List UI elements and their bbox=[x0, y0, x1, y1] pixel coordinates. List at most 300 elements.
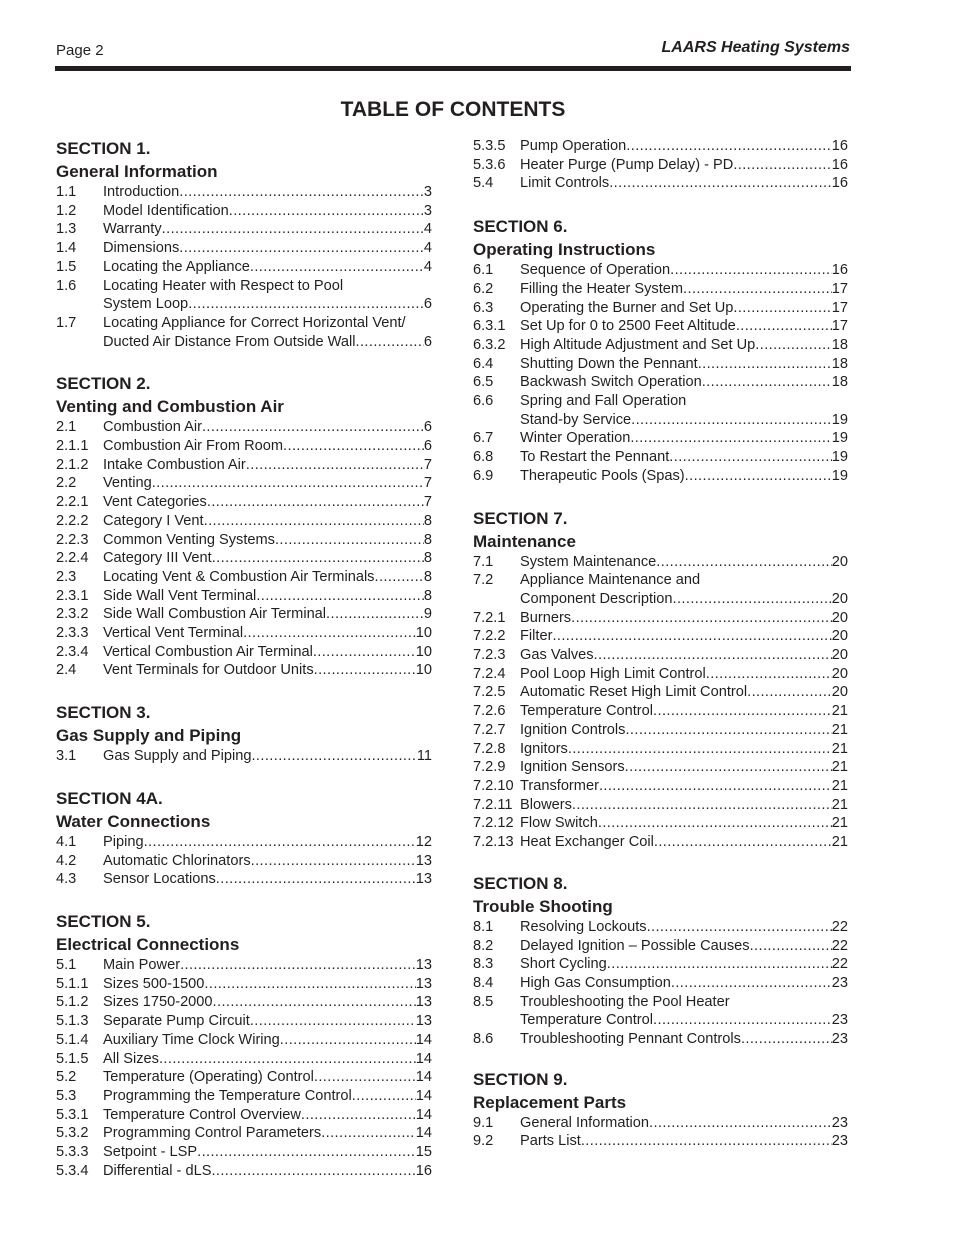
entry-title-line bbox=[103, 239, 432, 258]
entry-number: 4.3 bbox=[56, 871, 77, 888]
entry-title: System Loop bbox=[103, 296, 189, 313]
toc-entry bbox=[56, 531, 432, 550]
entry-page: 3 bbox=[423, 202, 432, 219]
entry-number: 6.9 bbox=[473, 467, 494, 484]
entry-title: Gas Valves bbox=[520, 647, 594, 664]
toc-entry bbox=[473, 156, 848, 175]
entry-page: 17 bbox=[831, 318, 848, 335]
entry-title-line bbox=[520, 758, 848, 777]
entry-page: 6 bbox=[423, 419, 432, 436]
entry-number: 6.2 bbox=[473, 280, 494, 297]
toc-entry bbox=[56, 993, 432, 1012]
entry-body bbox=[520, 137, 848, 156]
toc-section bbox=[56, 137, 432, 351]
entry-title: Common Venting Systems bbox=[103, 531, 275, 548]
entry-title-line bbox=[520, 646, 848, 665]
entry-title-line bbox=[103, 1031, 432, 1050]
entry-body bbox=[520, 1114, 848, 1133]
section-label: SECTION 5. bbox=[56, 911, 151, 931]
entry-title-line bbox=[103, 975, 432, 994]
entry-number: 6.3.2 bbox=[473, 336, 506, 353]
entry-number: 4.2 bbox=[56, 852, 77, 869]
entry-body bbox=[520, 918, 848, 937]
entry-page: 11 bbox=[416, 748, 432, 765]
dot-leader bbox=[683, 280, 832, 299]
section-name: Trouble Shooting bbox=[473, 896, 613, 916]
entry-number: 6.3 bbox=[473, 299, 494, 316]
entry-title-line bbox=[103, 183, 432, 202]
entry-page: 4 bbox=[423, 258, 432, 275]
dot-leader bbox=[250, 258, 424, 277]
entry-body bbox=[520, 665, 848, 684]
dot-leader bbox=[374, 568, 423, 587]
entry-number: 8.6 bbox=[473, 1031, 494, 1048]
entry-number: 7.2 bbox=[473, 572, 494, 589]
entry-page: 14 bbox=[415, 1087, 432, 1104]
entry-page: 20 bbox=[831, 647, 848, 664]
toc-entry bbox=[56, 493, 432, 512]
dot-leader bbox=[625, 758, 832, 777]
dot-leader bbox=[568, 740, 832, 759]
dot-leader bbox=[202, 418, 424, 437]
section-name: Gas Supply and Piping bbox=[56, 726, 242, 746]
toc-entry bbox=[473, 261, 848, 280]
dot-leader bbox=[251, 747, 416, 766]
toc-entry bbox=[473, 740, 848, 759]
entry-body bbox=[103, 852, 432, 871]
entry-page: 18 bbox=[831, 374, 848, 391]
entry-number: 8.4 bbox=[473, 974, 494, 991]
toc-entry bbox=[473, 646, 848, 665]
toc-entry bbox=[473, 702, 848, 721]
dot-leader bbox=[314, 661, 416, 680]
entry-title: Shutting Down the Pennant bbox=[520, 355, 698, 372]
entry-title-line bbox=[520, 918, 848, 937]
entry-title-line bbox=[103, 605, 432, 624]
entry-body bbox=[103, 1124, 432, 1143]
dot-leader bbox=[607, 955, 832, 974]
entry-title-line bbox=[103, 1087, 432, 1106]
toc-entry bbox=[473, 993, 848, 1030]
entry-body bbox=[103, 568, 432, 587]
dot-leader bbox=[598, 814, 832, 833]
toc-entry bbox=[56, 1087, 432, 1106]
toc-entry bbox=[56, 833, 432, 852]
entry-page: 4 bbox=[423, 240, 432, 257]
entry-body bbox=[103, 183, 432, 202]
entry-page: 10 bbox=[415, 643, 432, 660]
dot-leader bbox=[741, 1030, 832, 1049]
entry-title-line bbox=[103, 956, 432, 975]
entry-title: Therapeutic Pools (Spas) bbox=[520, 467, 685, 484]
entry-title-line bbox=[520, 833, 848, 852]
entry-number: 7.2.13 bbox=[473, 834, 514, 851]
entry-number: 7.2.9 bbox=[473, 759, 506, 776]
dot-leader bbox=[301, 1106, 416, 1125]
entry-body bbox=[103, 975, 432, 994]
toc-section bbox=[473, 1068, 848, 1151]
entry-number: 2.2 bbox=[56, 475, 77, 492]
entry-page: 14 bbox=[415, 1106, 432, 1123]
entry-title: Ignitors bbox=[520, 740, 568, 757]
dot-leader bbox=[669, 448, 831, 467]
dot-leader bbox=[197, 1143, 416, 1162]
entry-number: 7.2.10 bbox=[473, 777, 514, 794]
entry-body bbox=[103, 258, 432, 277]
entry-title: Combustion Air bbox=[103, 419, 202, 436]
entry-body bbox=[103, 1087, 432, 1106]
entry-body bbox=[520, 280, 848, 299]
entry-title-line bbox=[103, 295, 432, 314]
entry-page: 17 bbox=[831, 299, 848, 316]
toc-entry bbox=[56, 587, 432, 606]
dot-leader bbox=[653, 702, 832, 721]
dot-leader bbox=[702, 373, 832, 392]
entry-page: 21 bbox=[831, 721, 848, 738]
entry-body bbox=[520, 609, 848, 628]
entry-page: 21 bbox=[831, 759, 848, 776]
entry-title: High Altitude Adjustment and Set Up bbox=[520, 336, 756, 353]
entry-number: 1.6 bbox=[56, 277, 77, 294]
entry-title: Pool Loop High Limit Control bbox=[520, 665, 706, 682]
entry-title: Vent Terminals for Outdoor Units bbox=[103, 662, 314, 679]
entry-page: 23 bbox=[831, 1031, 848, 1048]
entry-body bbox=[103, 1068, 432, 1087]
entry-page: 15 bbox=[415, 1144, 432, 1161]
entry-title: Component Description bbox=[520, 590, 673, 607]
entry-title-line bbox=[103, 474, 432, 493]
toc-entry bbox=[56, 437, 432, 456]
entry-title-line bbox=[103, 1068, 432, 1087]
entry-body bbox=[520, 299, 848, 318]
entry-title: Category I Vent bbox=[103, 512, 204, 529]
entry-title: Parts List bbox=[520, 1133, 581, 1150]
section-name: Maintenance bbox=[473, 531, 576, 551]
toc-entry bbox=[56, 643, 432, 662]
entry-number: 6.6 bbox=[473, 393, 494, 410]
entry-body bbox=[520, 553, 848, 572]
entry-title: Warranty bbox=[103, 221, 162, 238]
toc-entry bbox=[56, 624, 432, 643]
entry-number: 6.5 bbox=[473, 374, 494, 391]
entry-page: 14 bbox=[415, 1125, 432, 1142]
entry-number: 1.4 bbox=[56, 240, 77, 257]
toc-entry bbox=[56, 418, 432, 437]
dot-leader bbox=[599, 777, 832, 796]
entry-body bbox=[520, 646, 848, 665]
toc-entry bbox=[56, 1124, 432, 1143]
entry-title: Operating the Burner and Set Up bbox=[520, 299, 734, 316]
entry-title: Filling the Heater System bbox=[520, 280, 684, 297]
entry-title-line bbox=[520, 429, 848, 448]
entry-number: 2.2.2 bbox=[56, 512, 89, 529]
dot-leader bbox=[750, 937, 832, 956]
entry-number: 7.2.5 bbox=[473, 684, 506, 701]
entry-body bbox=[103, 605, 432, 624]
toc-entry bbox=[473, 336, 848, 355]
entry-page: 16 bbox=[831, 175, 848, 192]
entry-title-line bbox=[103, 993, 432, 1012]
toc-entry bbox=[56, 474, 432, 493]
entry-body bbox=[103, 747, 432, 766]
toc-entry bbox=[56, 1050, 432, 1069]
entry-number: 1.7 bbox=[56, 314, 77, 331]
entry-title: Vent Categories bbox=[103, 494, 207, 511]
entry-title-line bbox=[103, 587, 432, 606]
toc-entry bbox=[473, 1132, 848, 1151]
entry-page: 22 bbox=[831, 956, 848, 973]
entry-number: 6.3.1 bbox=[473, 318, 506, 335]
entry-body bbox=[103, 643, 432, 662]
entry-title-line bbox=[103, 512, 432, 531]
entry-title: Introduction bbox=[103, 184, 180, 200]
toc-entry bbox=[473, 467, 848, 486]
entry-page: 4 bbox=[423, 221, 432, 238]
entry-title: Ducted Air Distance From Outside Wall bbox=[103, 333, 356, 350]
dot-leader bbox=[207, 493, 424, 512]
entry-title-line bbox=[103, 333, 432, 352]
entry-title: Stand-by Service bbox=[520, 411, 632, 428]
entry-title: Sensor Locations bbox=[103, 871, 216, 888]
entry-page: 16 bbox=[415, 1162, 432, 1179]
entry-page: 13 bbox=[415, 975, 432, 992]
entry-title-line bbox=[103, 531, 432, 550]
entry-title-line bbox=[103, 493, 432, 512]
entry-body bbox=[103, 277, 432, 314]
entry-body bbox=[103, 220, 432, 239]
entry-title: Resolving Lockouts bbox=[520, 918, 647, 935]
entry-title-line bbox=[520, 317, 848, 336]
entry-title-line bbox=[520, 955, 848, 974]
entry-number: 8.3 bbox=[473, 956, 494, 973]
toc-entry bbox=[473, 609, 848, 628]
entry-title-line bbox=[520, 411, 848, 430]
entry-page: 9 bbox=[423, 606, 432, 623]
dot-leader bbox=[653, 1011, 832, 1030]
dot-leader bbox=[552, 627, 831, 646]
entry-page: 6 bbox=[423, 296, 432, 313]
section-label: SECTION 3. bbox=[56, 703, 151, 723]
dot-leader bbox=[204, 975, 415, 994]
entry-number: 5.3.5 bbox=[473, 138, 506, 154]
entry-title: Sequence of Operation bbox=[520, 262, 671, 279]
entry-body bbox=[103, 870, 432, 889]
entry-body bbox=[520, 937, 848, 956]
entry-body bbox=[520, 993, 848, 1030]
entry-page: 7 bbox=[423, 456, 432, 473]
entry-page: 8 bbox=[423, 512, 432, 529]
entry-body bbox=[520, 974, 848, 993]
toc-entry bbox=[56, 747, 432, 766]
entry-body bbox=[520, 174, 848, 193]
dot-leader bbox=[647, 918, 832, 937]
entry-title: Delayed Ignition – Possible Causes bbox=[520, 937, 750, 954]
entry-title-line bbox=[520, 974, 848, 993]
entry-page: 10 bbox=[415, 662, 432, 679]
entry-number: 7.2.11 bbox=[473, 796, 513, 813]
entry-title: Automatic Chlorinators bbox=[103, 852, 251, 869]
toc-entry bbox=[56, 956, 432, 975]
toc-entry bbox=[56, 605, 432, 624]
entry-body bbox=[520, 721, 848, 740]
toc-entry bbox=[473, 814, 848, 833]
entry-title: Category III Vent bbox=[103, 550, 212, 567]
entry-number: 5.1.1 bbox=[56, 975, 89, 992]
dot-leader bbox=[656, 553, 831, 572]
dot-leader bbox=[571, 609, 832, 628]
entry-title-line bbox=[103, 833, 432, 852]
toc-column-right bbox=[473, 137, 848, 1151]
entry-title: Winter Operation bbox=[520, 430, 631, 447]
entry-body bbox=[103, 587, 432, 606]
entry-page: 13 bbox=[415, 871, 432, 888]
entry-title: Automatic Reset High Limit Control bbox=[520, 684, 748, 701]
toc-entry bbox=[56, 1143, 432, 1162]
entry-title-line bbox=[103, 643, 432, 662]
toc-entry bbox=[56, 183, 432, 202]
entry-body bbox=[103, 437, 432, 456]
entry-number: 7.2.6 bbox=[473, 703, 506, 720]
dot-leader bbox=[243, 624, 416, 643]
entry-title-line bbox=[103, 418, 432, 437]
entry-title: Filter bbox=[520, 628, 553, 645]
toc-entry bbox=[56, 568, 432, 587]
entry-body bbox=[103, 833, 432, 852]
dot-leader bbox=[179, 239, 424, 258]
entry-number: 7.2.4 bbox=[473, 665, 506, 682]
entry-title-line bbox=[520, 355, 848, 374]
dot-leader bbox=[162, 220, 424, 239]
entry-title: Flow Switch bbox=[520, 815, 598, 832]
entry-page: 10 bbox=[415, 625, 432, 642]
entry-number: 2.4 bbox=[56, 662, 77, 679]
toc-section bbox=[56, 910, 432, 1180]
entry-title-line bbox=[103, 1012, 432, 1031]
toc-entry bbox=[56, 870, 432, 889]
entry-page: 13 bbox=[415, 994, 432, 1011]
entry-number: 5.3.6 bbox=[473, 156, 506, 173]
toc-section bbox=[56, 701, 432, 766]
entry-body bbox=[520, 955, 848, 974]
dot-leader bbox=[212, 549, 424, 568]
entry-number: 1.5 bbox=[56, 258, 77, 275]
entry-body bbox=[520, 429, 848, 448]
entry-title-line bbox=[103, 258, 432, 277]
entry-number: 6.1 bbox=[473, 262, 494, 279]
entry-title: All Sizes bbox=[103, 1050, 159, 1067]
entry-title-line bbox=[520, 937, 848, 956]
entry-body bbox=[520, 683, 848, 702]
dot-leader bbox=[698, 355, 832, 374]
toc-entry bbox=[56, 852, 432, 871]
section-name: General Information bbox=[56, 162, 218, 181]
entry-title: Gas Supply and Piping bbox=[103, 748, 252, 765]
toc-entry bbox=[473, 571, 848, 608]
entry-body bbox=[103, 474, 432, 493]
entry-title-line bbox=[103, 661, 432, 680]
dot-leader bbox=[180, 956, 416, 975]
entry-body bbox=[520, 355, 848, 374]
entry-body bbox=[520, 796, 848, 815]
toc-entry bbox=[473, 1114, 848, 1133]
entry-title: Temperature Control bbox=[520, 703, 654, 720]
toc-entry bbox=[473, 796, 848, 815]
entry-body bbox=[103, 1012, 432, 1031]
entry-page: 19 bbox=[831, 411, 848, 428]
section-label: SECTION 7. bbox=[473, 508, 568, 528]
entry-page: 17 bbox=[831, 280, 848, 297]
entry-number: 5.3.3 bbox=[56, 1144, 89, 1161]
dot-leader bbox=[670, 261, 832, 280]
entry-body bbox=[520, 156, 848, 175]
entry-title: Setpoint - LSP bbox=[103, 1144, 198, 1161]
dot-leader bbox=[747, 683, 832, 702]
dot-leader bbox=[626, 137, 831, 156]
entry-title-line bbox=[520, 777, 848, 796]
entry-number: 2.3.1 bbox=[56, 587, 89, 604]
entry-title-line bbox=[520, 627, 848, 646]
toc-entry bbox=[56, 1106, 432, 1125]
entry-body bbox=[520, 702, 848, 721]
entry-body bbox=[103, 956, 432, 975]
entry-title-line bbox=[520, 156, 848, 175]
entry-title: Set Up for 0 to 2500 Feet Altitude bbox=[520, 318, 736, 335]
entry-title: Sizes 1750-2000 bbox=[103, 994, 213, 1011]
entry-page: 14 bbox=[415, 1031, 432, 1048]
entry-title: To Restart the Pennant bbox=[520, 449, 670, 466]
entry-body bbox=[520, 833, 848, 852]
entry-page: 16 bbox=[831, 138, 848, 154]
dot-leader bbox=[152, 474, 424, 493]
entry-title: Pump Operation bbox=[520, 138, 627, 154]
entry-title-line bbox=[103, 202, 432, 221]
entry-title-line bbox=[520, 721, 848, 740]
dot-leader bbox=[326, 605, 424, 624]
entry-title: Model Identification bbox=[103, 202, 229, 219]
entry-number: 2.3 bbox=[56, 568, 77, 585]
toc-entry bbox=[56, 314, 432, 351]
entry-body bbox=[520, 317, 848, 336]
toc-entry bbox=[56, 1162, 432, 1181]
entry-number: 4.1 bbox=[56, 833, 77, 850]
entry-title: Ignition Controls bbox=[520, 721, 626, 738]
entry-title-line: Troubleshooting the Pool Heater bbox=[520, 993, 730, 1010]
toc-entry bbox=[473, 665, 848, 684]
entry-page: 18 bbox=[831, 336, 848, 353]
toc-entry bbox=[56, 661, 432, 680]
entry-page: 23 bbox=[831, 974, 848, 991]
entry-number: 5.4 bbox=[473, 175, 494, 192]
toc-section bbox=[56, 372, 432, 680]
entry-body bbox=[103, 531, 432, 550]
entry-number: 5.1.5 bbox=[56, 1050, 89, 1067]
entry-title: Heat Exchanger Coil bbox=[520, 834, 654, 851]
entry-title: Temperature Control Overview bbox=[103, 1106, 301, 1123]
entry-page: 20 bbox=[831, 609, 848, 626]
entry-title-line bbox=[103, 852, 432, 871]
toc-entry bbox=[473, 1030, 848, 1049]
entry-page: 6 bbox=[423, 438, 432, 455]
entry-title-line bbox=[520, 814, 848, 833]
toc-entry bbox=[473, 137, 848, 156]
toc-entry bbox=[473, 373, 848, 392]
toc-entry bbox=[473, 317, 848, 336]
dot-leader bbox=[706, 665, 832, 684]
entry-title-line bbox=[520, 137, 848, 156]
dot-leader bbox=[229, 202, 424, 221]
brand-name: LAARS Heating Systems bbox=[661, 39, 850, 56]
entry-title: Vertical Combustion Air Terminal bbox=[103, 643, 313, 660]
